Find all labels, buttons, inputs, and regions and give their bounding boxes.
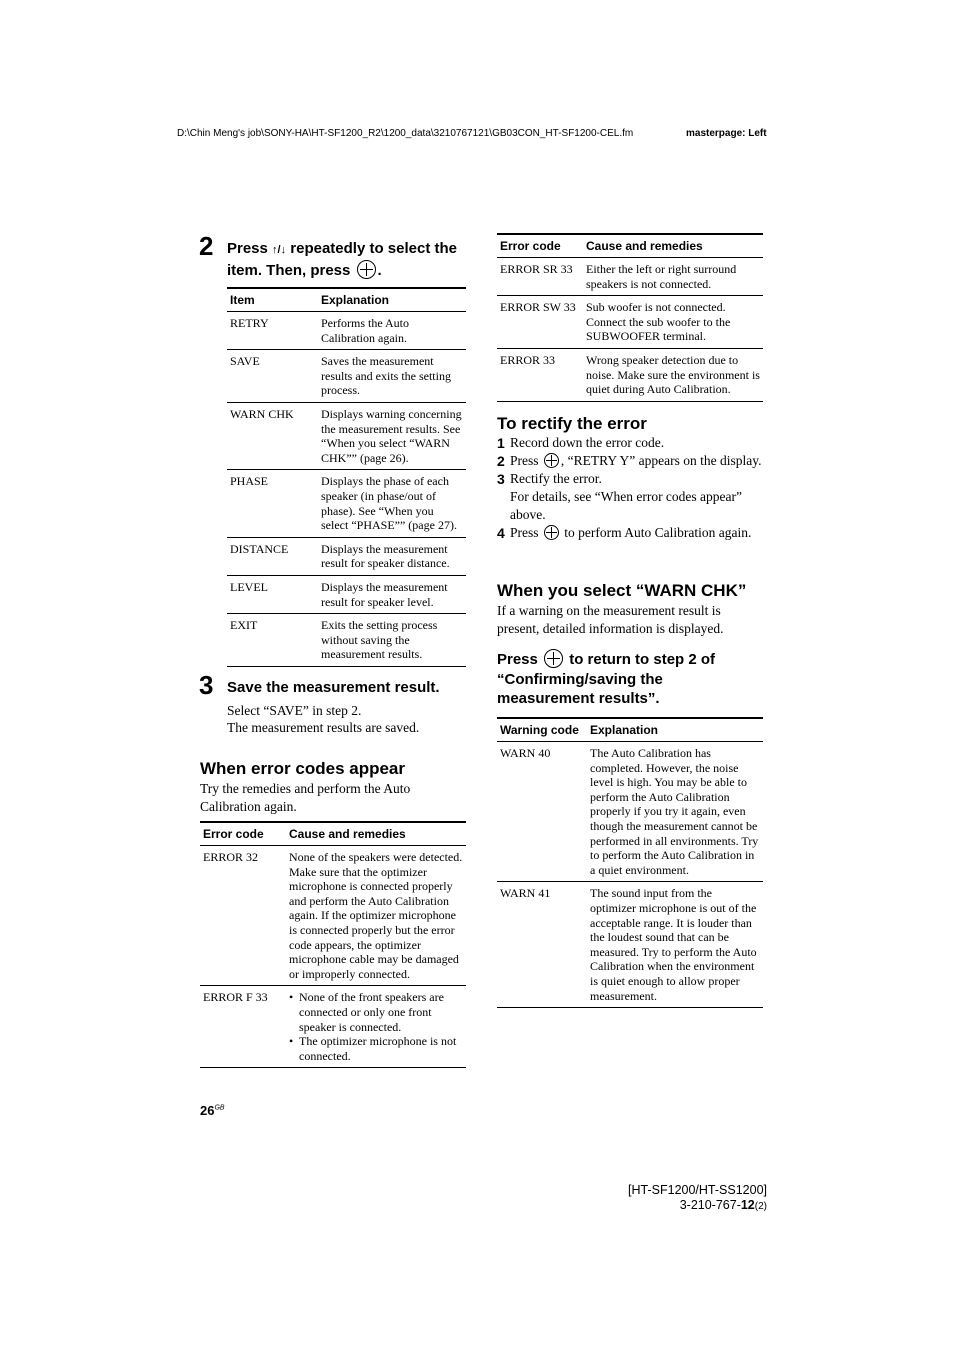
error-section-title: When error codes appear [200, 759, 406, 778]
page-number: $26^{GB}$ [200, 1103, 225, 1118]
enter-circle-icon [544, 525, 559, 540]
step-2-number: 2 [199, 231, 214, 261]
col-header-explanation: Explanation [318, 288, 466, 312]
col-header-item: Item [227, 288, 318, 312]
table-row: WARN 41 The sound input from the optimizer microphone is out of the acceptable range. It is louder than the loudest sound that can be measured. Try to perform the Auto Calibration when the environment is quiet enough to allow proper measurement. [497, 882, 763, 1008]
step-3-line-1: Select “SAVE” in step 2. [227, 703, 362, 718]
warn-section-intro: If a warning on the measurement result is present, detailed information is displayed. [497, 603, 724, 636]
step-3-line-2: The measurement results are saved. [227, 720, 420, 735]
step-2-heading: Press ↑/↓ repeatedly to select the item. Then, press . [227, 240, 458, 279]
table-row: ERROR SW 33 Sub woofer is not connected. Connect the sub woofer to the SUBWOOFER terminal. [497, 296, 763, 349]
enter-circle-icon [544, 649, 563, 668]
error-section-intro: Try the remedies and perform the Auto Calibration again. [200, 781, 411, 814]
table-row: PHASE Displays the phase of each speaker (in phase/out of phase). See “When you select “PHASE”” (page 27). [227, 470, 466, 537]
step-3-number: 3 [199, 670, 214, 700]
table-row: EXIT Exits the setting process without saving the measurement results. [227, 614, 466, 667]
col-header-error-code: Error code [200, 822, 286, 846]
table-row: ERROR SR 33 Either the left or right surround speakers is not connected. [497, 258, 763, 296]
col-header-cause: Cause and remedies [583, 234, 763, 258]
error-table-left [200, 821, 466, 1068]
list-item: 1 Record down the error code. [497, 435, 665, 451]
rectify-title: To rectify the error [497, 414, 647, 433]
col-header-explanation: Explanation [587, 718, 763, 742]
footer-code: [HT-SF1200/HT-SS1200] 3-210-767-12(2) [628, 1183, 767, 1212]
table-row: RETRY Performs the Auto Calibration again. [227, 312, 466, 350]
up-down-arrow-icon: ↑/↓ [272, 244, 287, 256]
file-path: D:\Chin Meng's job\SONY-HA\HT-SF1200_R2\1200_data\3210767121\GB03CON_HT-SF1200-CEL.fm [177, 128, 634, 139]
table-row: WARN 40 The Auto Calibration has completed. However, the noise level is high. You may be able to perform the Auto Calibration properly if you try it again, even though the measurement cannot be performed in all environments. Try to perform the Auto Calibration in a quiet environment. [497, 742, 763, 882]
list-item: 2 Press , “RETRY Y” appears on the display. [497, 453, 762, 469]
table-row: WARN CHK Displays warning concerning the measurement results. See “When you select “WARN CHK”” (page 26). [227, 402, 466, 469]
table-row: DISTANCE Displays the measurement result for speaker distance. [227, 537, 466, 575]
list-item: • The optimizer microphone is not connected. [289, 1034, 457, 1063]
step-3-heading: Save the measurement result. [227, 679, 440, 696]
item-table [227, 287, 466, 667]
col-header-cause: Cause and remedies [286, 822, 466, 846]
table-row: ERROR 33 Wrong speaker detection due to noise. Make sure the environment is quiet during Auto Calibration. [497, 348, 763, 401]
list-item: 4 Press to perform Auto Calibration again. [497, 525, 752, 541]
table-row: ERROR 32 None of the speakers were detected. Make sure that the optimizer microphone is connected properly and perform the Auto Calibration again. If the optimizer microphone is connected properly but the error code appears, the optimizer microphone cable may be damaged or improperly connected. [200, 846, 466, 986]
warn-press-heading: Press to return to step 2 of “Confirming/saving the measurement results”. [497, 651, 716, 707]
col-header-error-code: Error code [497, 234, 583, 258]
error-table-right [497, 233, 763, 402]
list-item: 3 Rectify the error. For details, see “When error codes appear” above. [497, 471, 743, 522]
rectify-steps [497, 434, 767, 542]
list-item: • None of the front speakers are connected or only one front speaker is connected. [289, 990, 444, 1034]
warn-section-title: When you select “WARN CHK” [497, 581, 747, 600]
table-row: SAVE Saves the measurement results and exits the setting process. [227, 350, 466, 403]
enter-circle-icon [544, 453, 559, 468]
table-row: LEVEL Displays the measurement result for speaker level. [227, 575, 466, 613]
table-row: ERROR F 33 • None of the front speakers are connected or only one front speaker is connected. • The optimizer microphone is not connected. [200, 986, 466, 1068]
warning-table [497, 717, 763, 1008]
col-header-warning-code: Warning code [497, 718, 587, 742]
masterpage-label: masterpage: Left [686, 128, 767, 139]
enter-circle-icon [357, 260, 376, 279]
